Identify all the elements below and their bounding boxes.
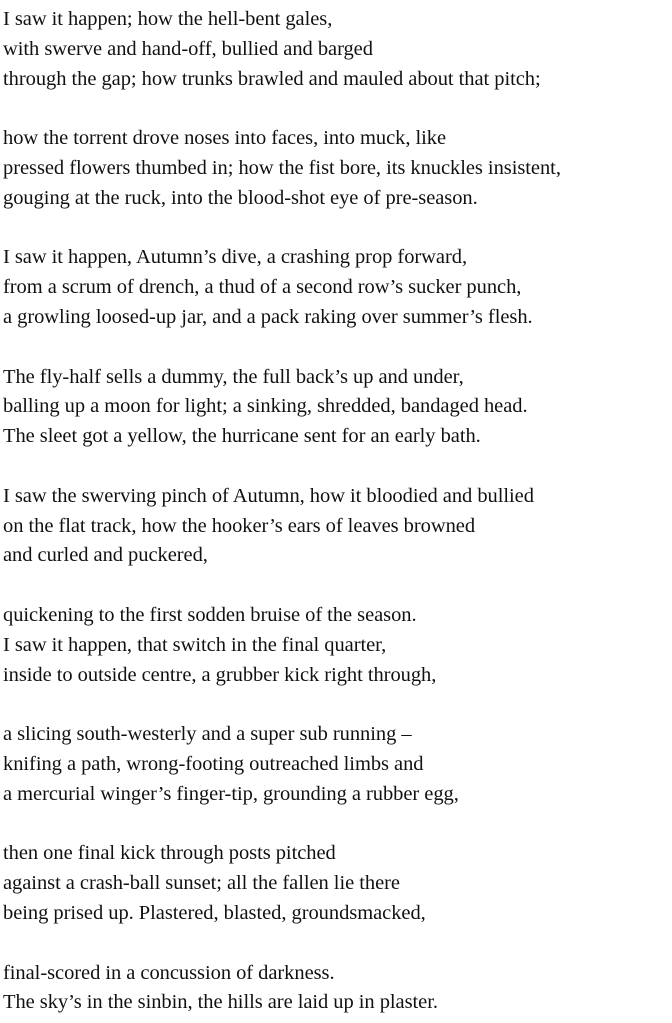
stanza-1: [3, 5, 669, 94]
poem-line: and curled and puckered,: [3, 544, 208, 567]
poem-body: [3, 5, 669, 1018]
poem-line: I saw the swerving pinch of Autumn, how it bloodied and bullied: [3, 484, 534, 507]
poem-line: a growling loosed-up jar, and a pack raking over summer’s flesh.: [3, 305, 533, 328]
poem-line: The sleet got a yellow, the hurricane sent for an early bath.: [3, 425, 481, 448]
poem-line: against a crash-ball sunset; all the fallen lie there: [3, 872, 400, 895]
poem-line: I saw it happen, that switch in the final quarter,: [3, 633, 387, 656]
poem-line: The sky’s in the sinbin, the hills are laid up in plaster.: [3, 991, 438, 1014]
poem-line: I saw it happen; how the hell-bent gales,: [3, 8, 333, 30]
poem-line: quickening to the first sodden bruise of the season.: [3, 603, 417, 626]
poem-line: gouging at the ruck, into the blood-shot eye of pre-season.: [3, 186, 478, 209]
poem-line: from a scrum of drench, a thud of a second row’s sucker punch,: [3, 276, 522, 299]
poem-line: on the flat track, how the hooker’s ears of leaves browned: [3, 514, 476, 537]
stanza-9: [3, 959, 669, 1019]
stanza-3: [3, 243, 669, 332]
stanza-7: [3, 720, 669, 809]
stanza-8: [3, 839, 669, 928]
poem-line: being prised up. Plastered, blasted, groundsmacked,: [3, 901, 426, 924]
poem-line: with swerve and hand-off, bullied and barged: [3, 37, 373, 60]
poem-line: knifing a path, wrong-footing outreached limbs and: [3, 752, 424, 775]
poem-line: inside to outside centre, a grubber kick right through,: [3, 663, 437, 686]
poem-line: balling up a moon for light; a sinking, shredded, bandaged head.: [3, 395, 528, 418]
poem-line: a mercurial winger’s finger-tip, grounding a rubber egg,: [3, 782, 459, 805]
stanza-6: [3, 601, 669, 690]
stanza-2: [3, 124, 669, 213]
stanza-4: [3, 363, 669, 452]
poem-line: how the torrent drove noses into faces, into muck, like: [3, 127, 447, 150]
poem-line: pressed flowers thumbed in; how the fist bore, its knuckles insistent,: [3, 156, 561, 179]
poem-line: final-scored in a concussion of darkness.: [3, 961, 335, 984]
poem-line: through the gap; how trunks brawled and mauled about that pitch;: [3, 67, 541, 90]
stanza-5: [3, 482, 669, 571]
poem-line: I saw it happen, Autumn’s dive, a crashing prop forward,: [3, 246, 468, 269]
poem-line: a slicing south-westerly and a super sub running –: [3, 723, 412, 746]
poem-line: then one final kick through posts pitched: [3, 842, 336, 865]
poem-line: The fly-half sells a dummy, the full back’s up and under,: [3, 365, 464, 388]
